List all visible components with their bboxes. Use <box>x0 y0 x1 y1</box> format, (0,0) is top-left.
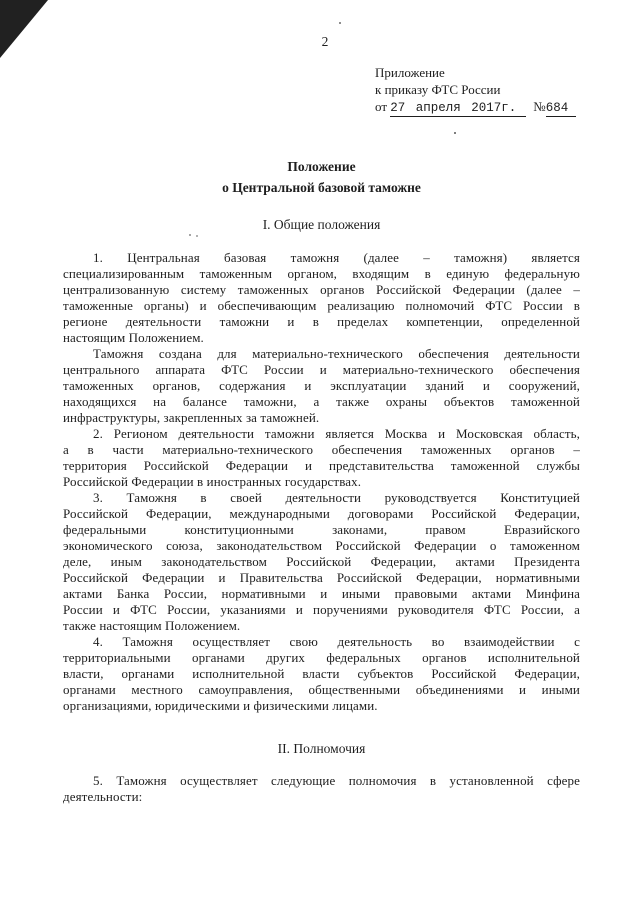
paragraph-line: России и ФТС России, указаниями и поручениями руководителя ФТС России, а <box>63 602 580 617</box>
appendix-block <box>375 64 576 117</box>
section-heading-general: I. Общие положения <box>262 217 381 232</box>
section-powers-paragraphs <box>63 773 580 805</box>
document-title-line-2: о Центральной базовой таможне <box>222 180 421 195</box>
paragraph-1-continued <box>63 346 580 426</box>
paragraph-line: организациями, юридическими и физическими лицами. <box>63 698 378 713</box>
appendix-date-prefix: от <box>375 99 388 114</box>
appendix-order-number: 684 <box>546 101 577 117</box>
section-general-paragraphs <box>63 250 580 714</box>
paragraph-line: инфраструктуры, закрепленных за таможней. <box>63 410 320 425</box>
paragraph-2 <box>63 426 580 490</box>
paragraph-line: территория Российской Федерации и представительства таможенной службы <box>63 458 580 473</box>
paragraph-line: Таможня создана для материально-технического обеспечения деятельности <box>93 346 580 361</box>
number-sign: № <box>533 99 546 114</box>
section-heading-powers: II. Полномочия <box>277 741 366 756</box>
paragraph-line: 3. Таможня в своей деятельности руководствуется Конституцией <box>93 490 580 505</box>
paragraph-line: центрального аппарата ФТС России и материально-технического обеспечения <box>63 362 580 377</box>
appendix-date-line <box>375 98 576 117</box>
paragraph-line: органами местного самоуправления, общественными объединениями и иными <box>63 682 580 697</box>
page-number: 2 <box>321 34 329 49</box>
paragraph-line: Российской Федерации и Правительства Российской Федерации, нормативными <box>63 570 580 585</box>
paragraph-line: также настоящим Положением. <box>63 618 241 633</box>
paragraph-line: 4. Таможня осуществляет свою деятельность во взаимодействии с <box>93 634 580 649</box>
paragraph-line: деятельности: <box>63 789 143 804</box>
paragraph-line: таможенных органов, содержания и эксплуатации зданий и сооружений, <box>63 378 580 393</box>
scan-speck <box>339 22 341 24</box>
paragraph-line: экономического союза, законодательством Российской Федерации о таможенном <box>63 538 580 553</box>
appendix-date-value: 27 апреля 2017г. <box>390 101 526 117</box>
document-title-line-1: Положение <box>287 159 356 174</box>
paragraph-5 <box>63 773 580 805</box>
document-body <box>63 156 580 805</box>
paragraph-line: а в части материально-технического обеспечения таможенных органов – <box>63 442 580 457</box>
appendix-line-1: Приложение <box>375 65 445 80</box>
paragraph-line: таможенные органы) и обеспечивающим реализацию полномочий ФТС России в <box>63 298 580 313</box>
paragraph-line: 2. Регионом деятельности таможни является Москва и Московская область, <box>93 426 580 441</box>
paragraph-line: деле, иным законодательством Российской Федерации, актами Президента <box>63 554 580 569</box>
paragraph-line: актами Банка России, нормативными и иными правовыми актами Минфина <box>63 586 580 601</box>
paragraph-line: специализированным таможенным органом, входящим в единую федеральную <box>63 266 580 281</box>
document-title <box>63 156 580 198</box>
paragraph-line: настоящим Положением. <box>63 330 204 345</box>
scan-speck <box>454 132 456 134</box>
paragraph-line: находящихся на балансе таможни, а также охраны объектов таможенной <box>63 394 580 409</box>
paragraph-line: Российской Федерации, международными договорами Российской Федерации, <box>63 506 580 521</box>
paragraph-line: централизованную систему таможенных органов Российской Федерации (далее – <box>63 282 580 297</box>
paragraph-line: власти, органами исполнительной власти субъектов Российской Федерации, <box>63 666 580 681</box>
paragraph-line: регионе деятельности таможни и в пределах компетенции, определенной <box>63 314 580 329</box>
paragraph-line: территориальными органами других федеральных органов исполнительной <box>63 650 580 665</box>
paragraph-line: федеральными конституционными законами, правом Евразийского <box>63 522 580 537</box>
paragraph-4 <box>63 634 580 714</box>
paragraph-1 <box>63 250 580 346</box>
paragraph-line: 5. Таможня осуществляет следующие полномочия в установленной сфере <box>93 773 580 788</box>
paragraph-line: 1. Центральная базовая таможня (далее – таможня) является <box>93 250 580 265</box>
appendix-line-2: к приказу ФТС России <box>375 82 501 97</box>
paragraph-line: Российской Федерации в иностранных государствах. <box>63 474 362 489</box>
paragraph-3 <box>63 490 580 634</box>
